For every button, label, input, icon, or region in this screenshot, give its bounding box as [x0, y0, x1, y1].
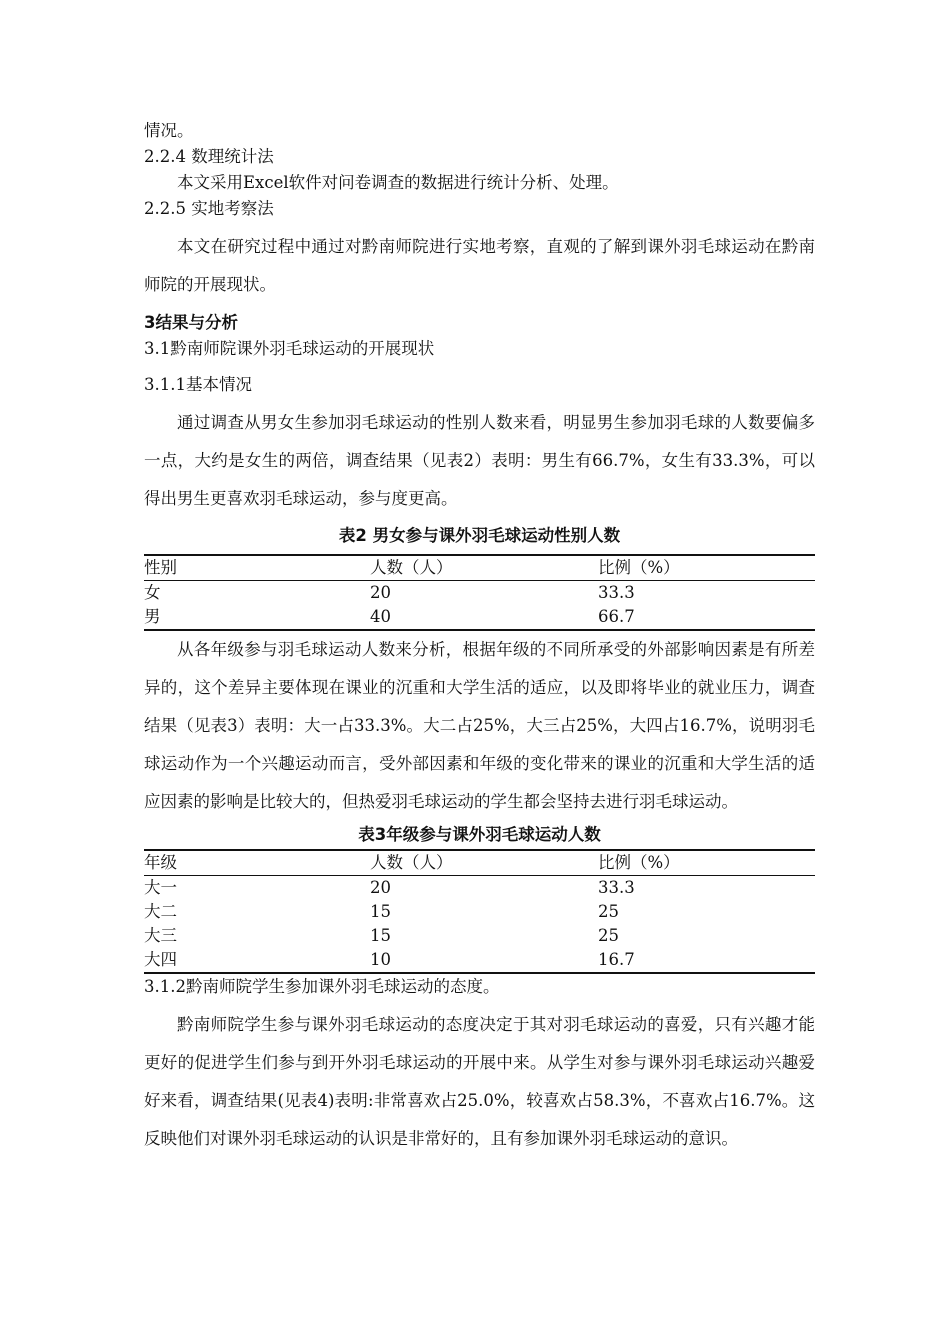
- table-row: [144, 948, 815, 973]
- table-row: [144, 605, 815, 630]
- paragraph-gender-analysis: 通过调查从男女生参加羽毛球运动的性别人数来看，明显男生参加羽毛球的人数要偏多一点，大约是女生的两倍，调查结果（见表2）表明：男生有66.7%，女生有33.3%，可以得出男生更喜欢羽毛球运动，参与度更高。: [144, 413, 815, 508]
- table-header-cell: 人数（人）: [370, 555, 598, 581]
- table-header-row: [144, 850, 815, 876]
- table-header-cell: 性别: [144, 555, 370, 581]
- section-heading-3-1: 3.1黔南师院课外羽毛球运动的开展现状: [144, 339, 435, 358]
- table-cell: 20: [370, 878, 391, 897]
- table2-caption: 表2 男女参与课外羽毛球运动性别人数: [338, 526, 621, 545]
- table-cell: 大三: [144, 926, 177, 945]
- table-cell: 大二: [144, 902, 177, 921]
- section-heading-3: 3结果与分析: [144, 313, 238, 332]
- table-row: [144, 876, 815, 901]
- table-row: [144, 900, 815, 924]
- table-cell: 40: [370, 607, 391, 626]
- table3-grade: [144, 849, 815, 974]
- table-cell: 10: [370, 950, 391, 969]
- table-cell: 男: [144, 607, 161, 626]
- section-heading-3-1-2: 3.1.2黔南师院学生参加课外羽毛球运动的态度。: [144, 977, 500, 996]
- table-cell: 大一: [144, 878, 177, 897]
- table-cell: 25: [598, 902, 619, 921]
- paragraph-statistics-method: 本文采用Excel软件对问卷调查的数据进行统计分析、处理。: [177, 173, 619, 192]
- paragraph-attitude: 黔南师院学生参与课外羽毛球运动的态度决定于其对羽毛球运动的喜爱，只有兴趣才能更好的促进学生们参与到开外羽毛球运动的开展中来。从学生对参与课外羽毛球运动兴趣爱好来看，调查结果(见表4)表明:非常喜欢占25.0%，较喜欢占58.3%，不喜欢占16.7%。这反映他们对课外羽毛球运动的认识是非常好的，且有参加课外羽毛球运动的意识。: [144, 1015, 815, 1148]
- table-header-cell: 比例（%）: [598, 850, 815, 876]
- table-cell: 大四: [144, 950, 177, 969]
- table-cell: 15: [370, 926, 391, 945]
- table-header-cell: 年级: [144, 850, 370, 876]
- table3-caption: 表3年级参与课外羽毛球运动人数: [358, 825, 601, 844]
- table-cell: 25: [598, 926, 619, 945]
- table-header-cell: 人数（人）: [370, 850, 598, 876]
- table-row: [144, 581, 815, 606]
- table-cell: 16.7: [598, 950, 635, 969]
- table-cell: 33.3: [598, 878, 635, 897]
- section-heading-2-2-4: 2.2.4 数理统计法: [144, 147, 274, 166]
- table-row: [144, 924, 815, 948]
- table-cell: 33.3: [598, 583, 635, 602]
- document-page: [144, 118, 815, 1158]
- table-cell: 女: [144, 583, 161, 602]
- table-header-cell: 比例（%）: [598, 555, 815, 581]
- table-cell: 20: [370, 583, 391, 602]
- table2-gender: [144, 554, 815, 631]
- section-heading-3-1-1: 3.1.1基本情况: [144, 375, 252, 394]
- continued-text: 情况。: [144, 121, 194, 140]
- paragraph-grade-analysis: 从各年级参与羽毛球运动人数来分析，根据年级的不同所承受的外部影响因素是有所差异的，这个差异主要体现在课业的沉重和大学生活的适应，以及即将毕业的就业压力，调查结果（见表3）表明：大一占33.3%。大二占25%，大三占25%，大四占16.7%，说明羽毛球运动作为一个兴趣运动而言，受外部因素和年级的变化带来的课业的沉重和大学生活的适应因素的影响是比较大的，但热爱羽毛球运动的学生都会坚持去进行羽毛球运动。: [144, 640, 815, 811]
- section-heading-2-2-5: 2.2.5 实地考察法: [144, 199, 274, 218]
- table-cell: 15: [370, 902, 391, 921]
- paragraph-field-study: 本文在研究过程中通过对黔南师院进行实地考察，直观的了解到课外羽毛球运动在黔南师院的开展现状。: [144, 237, 815, 294]
- table-header-row: [144, 555, 815, 581]
- table-cell: 66.7: [598, 607, 635, 626]
